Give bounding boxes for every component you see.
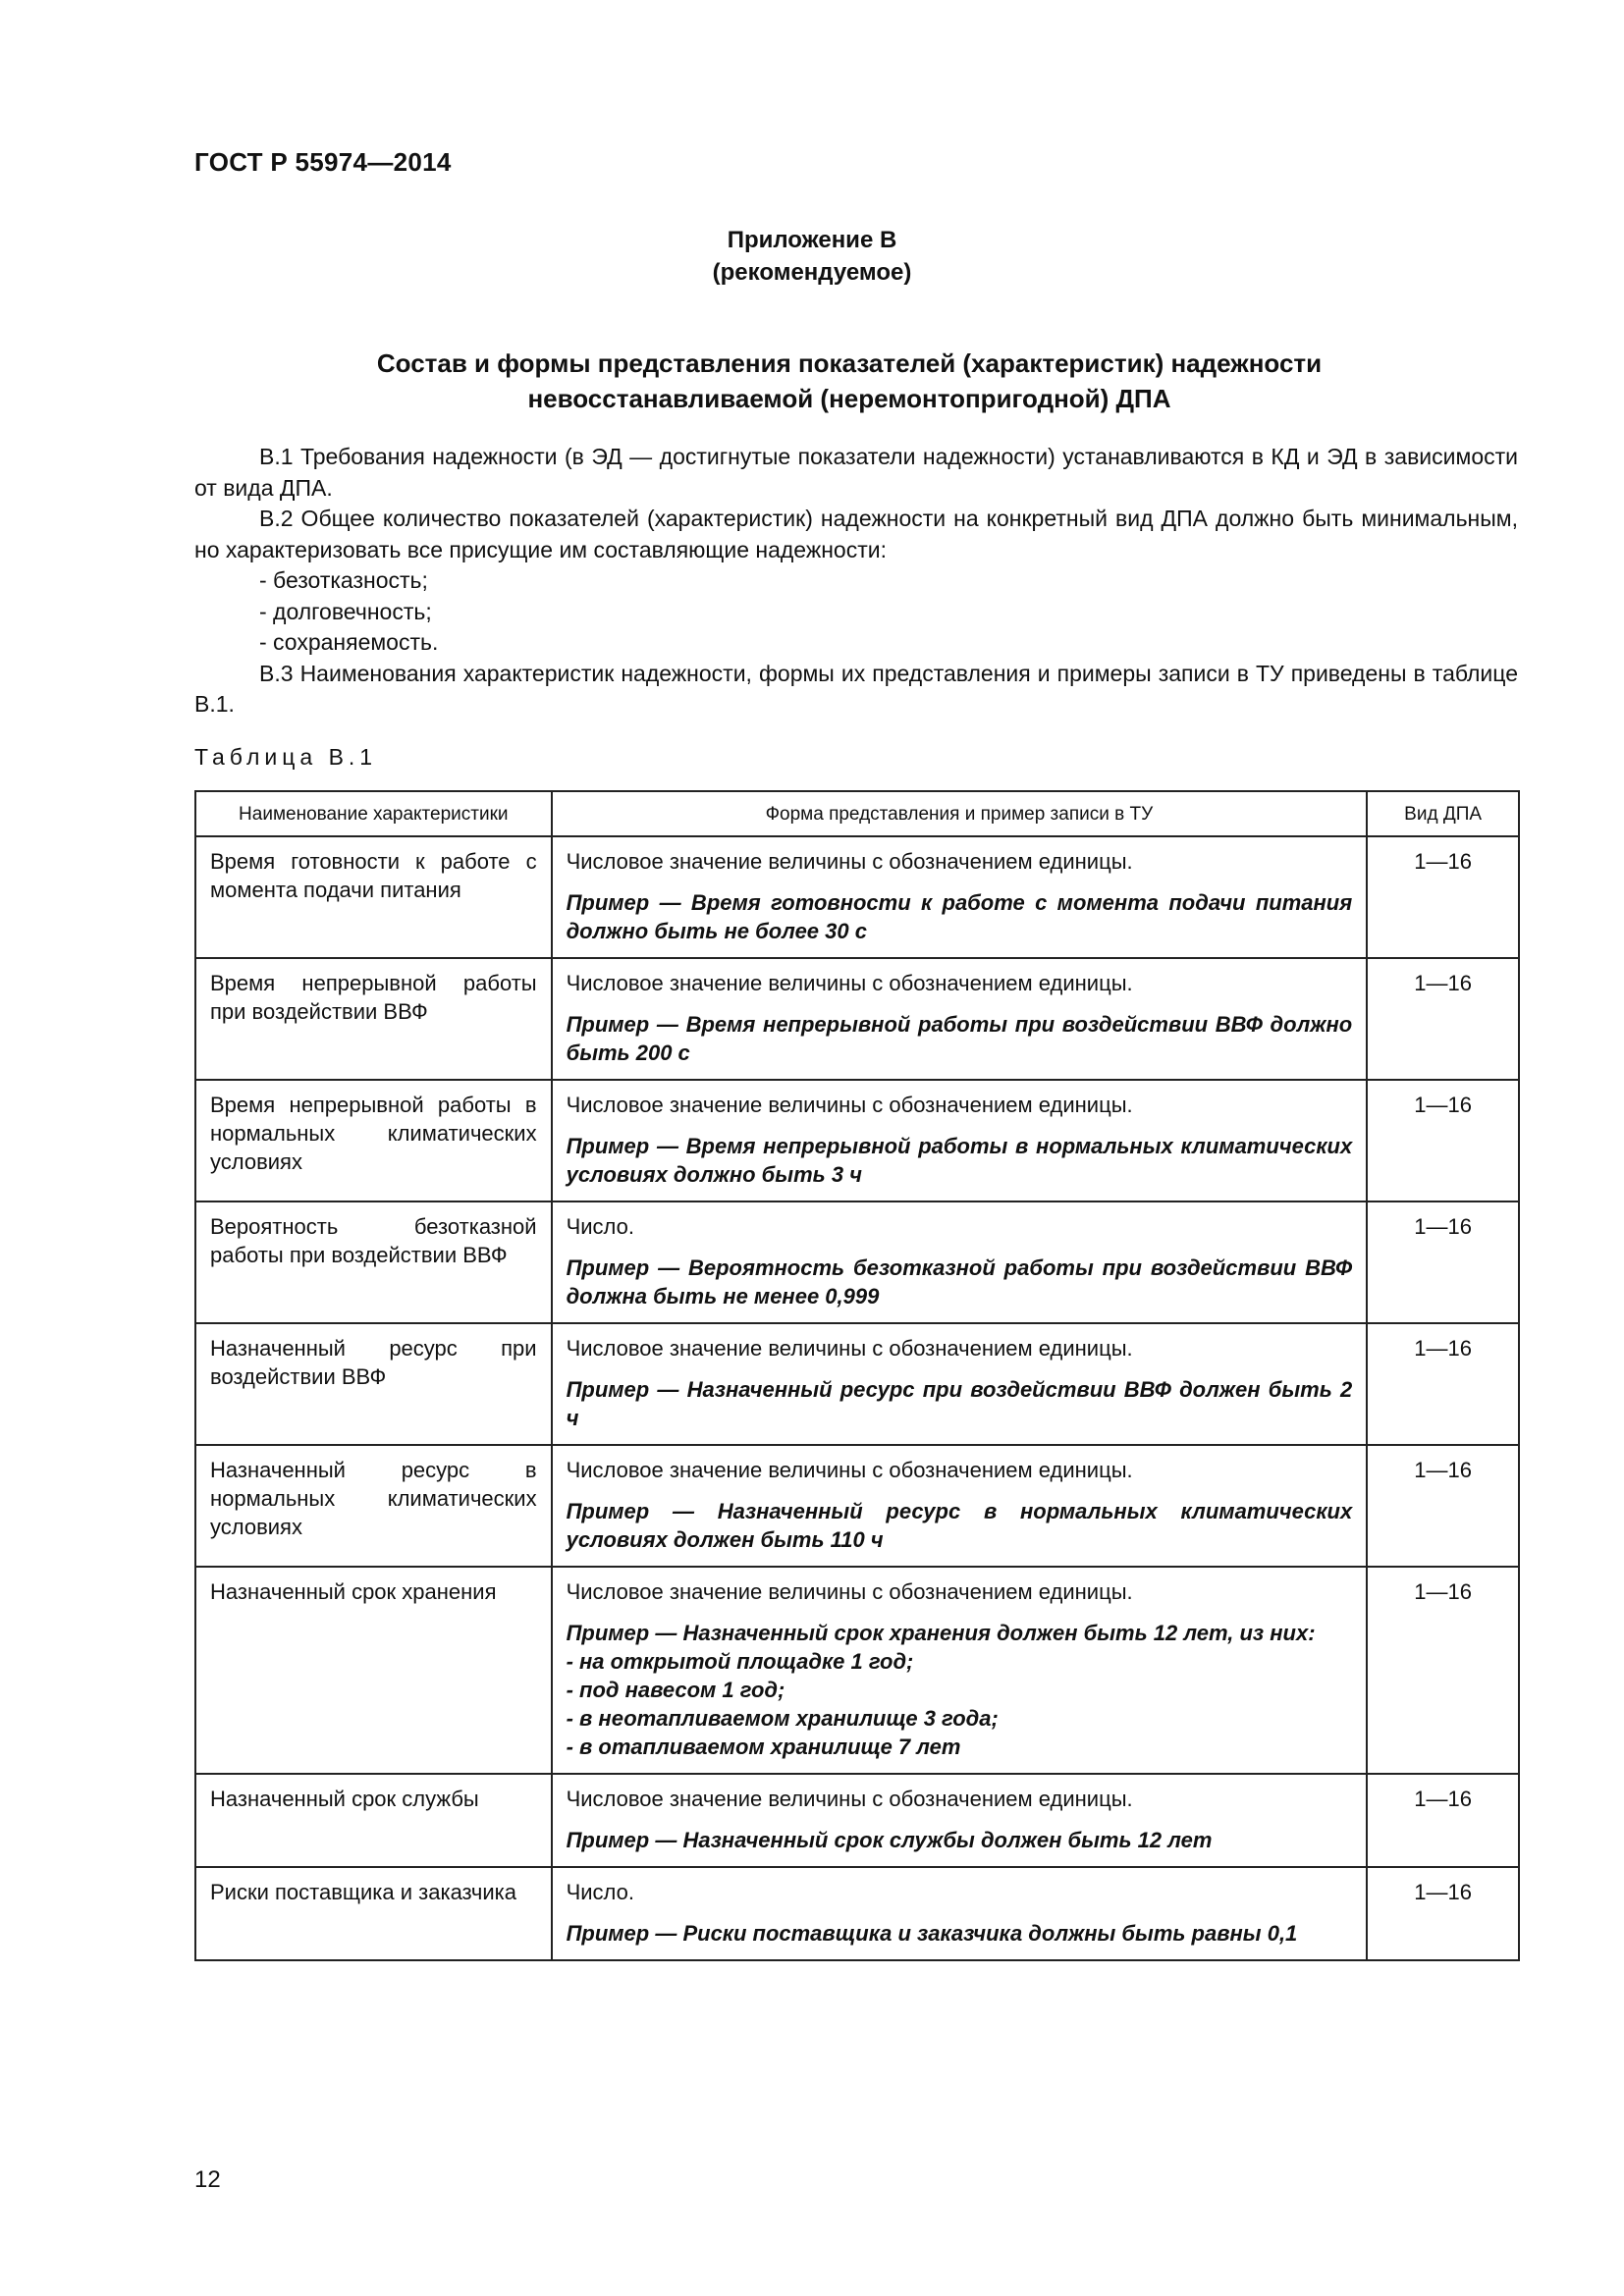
row-example: Пример — Время готовности к работе с момента подачи питания должно быть не более 30 с (566, 890, 1353, 943)
row-example-item: - в неотапливаемом хранилище 3 года; (566, 1706, 999, 1731)
row-form-text: Числовое значение величины с обозначением единицы. (566, 1458, 1133, 1482)
row-name: Время непрерывной работы при воздействии ВВФ (195, 958, 552, 1080)
table-row (195, 958, 1519, 1080)
row-example-item: - на открытой площадке 1 год; (566, 1649, 914, 1674)
paragraph-b2: В.2 Общее количество показателей (характеристик) надежности на конкретный вид ДПА должно быть минимальным, но характеризовать все присущие им составляющие надежности: (194, 506, 1518, 562)
row-example-item: - под навесом 1 год; (566, 1678, 785, 1702)
row-form (552, 1445, 1368, 1567)
row-example: Пример — Назначенный срок службы должен быть 12 лет (566, 1828, 1213, 1852)
row-example-item: - в отапливаемом хранилище 7 лет (566, 1735, 961, 1759)
row-name: Время непрерывной работы в нормальных климатических условиях (195, 1080, 552, 1201)
row-type: 1—16 (1367, 1323, 1519, 1445)
section-title-line-2: невосстанавливаемой (неремонтопригодной) ДПА (527, 384, 1171, 413)
list-item-storability: - сохраняемость. (259, 629, 439, 655)
row-form (552, 958, 1368, 1080)
row-form-text: Числовое значение величины с обозначением единицы. (566, 1579, 1133, 1604)
row-example: Пример — Время непрерывной работы при воздействии ВВФ должно быть 200 с (566, 1012, 1353, 1065)
row-name: Время готовности к работе с момента подачи питания (195, 836, 552, 958)
table-header-row (195, 791, 1519, 836)
row-type: 1—16 (1367, 1774, 1519, 1867)
table-row (195, 1567, 1519, 1774)
row-type: 1—16 (1367, 958, 1519, 1080)
row-form-text: Числовое значение величины с обозначением единицы. (566, 849, 1133, 874)
table-row (195, 1445, 1519, 1567)
row-name: Риски поставщика и заказчика (195, 1867, 552, 1960)
header-type: Вид ДПА (1367, 791, 1519, 836)
row-name: Назначенный срок хранения (195, 1567, 552, 1774)
row-example: Пример — Вероятность безотказной работы при воздействии ВВФ должна быть не менее 0,999 (566, 1255, 1353, 1308)
row-name: Назначенный срок службы (195, 1774, 552, 1867)
row-form (552, 1567, 1368, 1774)
header-form: Форма представления и пример записи в ТУ (552, 791, 1368, 836)
row-type: 1—16 (1367, 836, 1519, 958)
row-type: 1—16 (1367, 1567, 1519, 1774)
list-item-reliability: - безотказность; (259, 567, 428, 593)
row-form-text: Число. (566, 1880, 634, 1904)
row-example: Пример — Назначенный ресурс при воздействии ВВФ должен быть 2 ч (566, 1377, 1353, 1430)
table-row (195, 1867, 1519, 1960)
paragraph-b1: В.1 Требования надежности (в ЭД — достигнутые показатели надежности) устанавливаются в КД и ЭД в зависимости от вида ДПА. (194, 444, 1518, 501)
table-caption: Таблица В.1 (194, 744, 378, 770)
row-type: 1—16 (1367, 1080, 1519, 1201)
table-row (195, 836, 1519, 958)
annex-heading (0, 224, 1624, 289)
row-form (552, 1323, 1368, 1445)
row-example: Пример — Назначенный срок хранения должен быть 12 лет, из них: (566, 1621, 1316, 1645)
annex-title: Приложение В (727, 227, 897, 253)
row-form (552, 836, 1368, 958)
row-form (552, 1867, 1368, 1960)
list-item-durability: - долговечность; (259, 598, 432, 624)
annex-status: (рекомендуемое) (712, 259, 912, 286)
row-form (552, 1080, 1368, 1201)
row-form-text: Числовое значение величины с обозначением единицы. (566, 1093, 1133, 1117)
row-type: 1—16 (1367, 1867, 1519, 1960)
row-form-text: Число. (566, 1214, 634, 1239)
reliability-table (194, 790, 1520, 1961)
header-name: Наименование характеристики (195, 791, 552, 836)
row-type: 1—16 (1367, 1201, 1519, 1323)
page-number: 12 (194, 2166, 221, 2193)
row-form-text: Числовое значение величины с обозначением единицы. (566, 1787, 1133, 1811)
row-type: 1—16 (1367, 1445, 1519, 1567)
row-name: Назначенный ресурс при воздействии ВВФ (195, 1323, 552, 1445)
row-form (552, 1201, 1368, 1323)
row-example: Пример — Время непрерывной работы в нормальных климатических условиях должно быть 3 ч (566, 1134, 1353, 1187)
row-example: Пример — Риски поставщика и заказчика должны быть равны 0,1 (566, 1921, 1298, 1946)
row-form-text: Числовое значение величины с обозначением единицы. (566, 1336, 1133, 1361)
row-form-text: Числовое значение величины с обозначением единицы. (566, 971, 1133, 995)
table-row (195, 1201, 1519, 1323)
table-row (195, 1080, 1519, 1201)
table-row (195, 1323, 1519, 1445)
row-name: Вероятность безотказной работы при воздействии ВВФ (195, 1201, 552, 1323)
row-example: Пример — Назначенный ресурс в нормальных климатических условиях должен быть 110 ч (566, 1499, 1353, 1552)
row-form (552, 1774, 1368, 1867)
section-title (245, 346, 1453, 416)
table-row (195, 1774, 1519, 1867)
paragraph-b3: В.3 Наименования характеристик надежности, формы их представления и примеры записи в ТУ приведены в таблице В.1. (194, 660, 1518, 717)
row-name: Назначенный ресурс в нормальных климатических условиях (195, 1445, 552, 1567)
section-title-line-1: Состав и формы представления показателей (характеристик) надежности (376, 348, 1323, 378)
document-code: ГОСТ Р 55974—2014 (194, 147, 452, 177)
body-text (194, 442, 1518, 721)
